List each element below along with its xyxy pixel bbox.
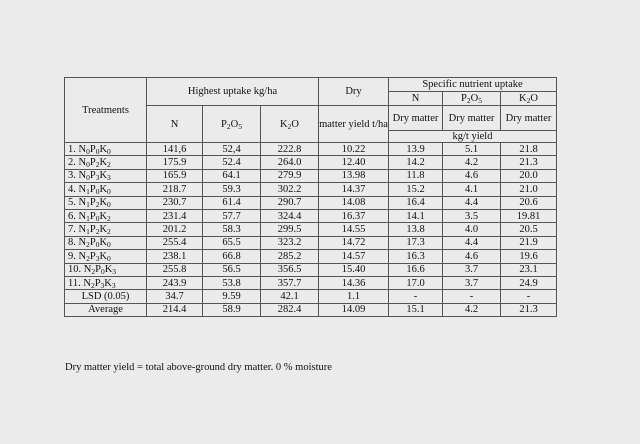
table-cell: 4.2 <box>443 156 501 169</box>
table-row <box>65 276 557 289</box>
table-cell: 323.2 <box>261 236 319 249</box>
table-cell: 21.3 <box>501 303 557 316</box>
table-cell: 356.5 <box>261 263 319 276</box>
table-cell: 230.7 <box>147 196 203 209</box>
table-cell: 222.8 <box>261 143 319 156</box>
table-cell: 14.55 <box>319 223 389 236</box>
table-cell: 21.3 <box>501 156 557 169</box>
table-cell: 14.08 <box>319 196 389 209</box>
treatment-label: 1. $N_0P_0K_0$ <box>65 143 147 156</box>
table-cell: 4.4 <box>443 196 501 209</box>
table-cell: 264.0 <box>261 156 319 169</box>
footnote: Dry matter yield = total above-ground dry matter. 0 % moisture <box>65 362 332 373</box>
table-cell: 4.0 <box>443 223 501 236</box>
table-cell: 34.7 <box>147 290 203 303</box>
table-cell: 52.4 <box>203 156 261 169</box>
n-header: N <box>147 106 203 143</box>
table-cell: 14.36 <box>319 276 389 289</box>
table-cell: 58.3 <box>203 223 261 236</box>
table-cell: 12.40 <box>319 156 389 169</box>
table-cell: 16.4 <box>389 196 443 209</box>
average-row <box>65 303 557 316</box>
table-cell: 324.4 <box>261 209 319 222</box>
table-cell: 66.8 <box>203 250 261 263</box>
table-cell: 201.2 <box>147 223 203 236</box>
table-cell: 21.8 <box>501 143 557 156</box>
table-cell: 231.4 <box>147 209 203 222</box>
table-cell: 21.9 <box>501 236 557 249</box>
table-cell: 4.6 <box>443 169 501 182</box>
table-cell: 3.5 <box>443 209 501 222</box>
table-cell: 290.7 <box>261 196 319 209</box>
table-cell: 17.3 <box>389 236 443 249</box>
treatment-label: 11. $N_2P_3K_3$ <box>65 276 147 289</box>
table-cell: 279.9 <box>261 169 319 182</box>
table-cell: 214.4 <box>147 303 203 316</box>
table-cell: 238.1 <box>147 250 203 263</box>
table-cell: 14.09 <box>319 303 389 316</box>
table-cell: 15.40 <box>319 263 389 276</box>
lsd-row <box>65 290 557 303</box>
table-cell: 23.1 <box>501 263 557 276</box>
table-cell: 13.98 <box>319 169 389 182</box>
table-cell: - <box>501 290 557 303</box>
table-cell: 302.2 <box>261 183 319 196</box>
specific-n-header: N <box>389 92 443 106</box>
table-cell: 15.1 <box>389 303 443 316</box>
table-cell: 64.1 <box>203 169 261 182</box>
table-cell: 13.8 <box>389 223 443 236</box>
table-cell: 299.5 <box>261 223 319 236</box>
table-cell: 20.5 <box>501 223 557 236</box>
table-cell: 15.2 <box>389 183 443 196</box>
table-cell: 58.9 <box>203 303 261 316</box>
table-row <box>65 250 557 263</box>
table-cell: 357.7 <box>261 276 319 289</box>
table-cell: 24.9 <box>501 276 557 289</box>
table-row <box>65 223 557 236</box>
specific-k-header: $K_2O$ <box>501 92 557 106</box>
table-cell: 14.1 <box>389 209 443 222</box>
table-cell: 141,6 <box>147 143 203 156</box>
dry-header: Dry <box>319 78 389 106</box>
specific-uptake-header: Specific nutrient uptake <box>389 78 557 92</box>
nutrient-uptake-table <box>64 77 557 317</box>
treatment-label: 10. $N_2P_0K_3$ <box>65 263 147 276</box>
table-cell: 165.9 <box>147 169 203 182</box>
table-cell: 14.72 <box>319 236 389 249</box>
table-row <box>65 183 557 196</box>
table-cell: - <box>389 290 443 303</box>
table-cell: 14.57 <box>319 250 389 263</box>
table-cell: 4.6 <box>443 250 501 263</box>
table-cell: 19.6 <box>501 250 557 263</box>
lsd-label: LSD (0.05) <box>65 290 147 303</box>
treatment-label: 9. $N_2P_3K_0$ <box>65 250 147 263</box>
table-cell: 14.2 <box>389 156 443 169</box>
k2o-header: $K_2O$ <box>261 106 319 143</box>
table-cell: 20.6 <box>501 196 557 209</box>
table-cell: 11.8 <box>389 169 443 182</box>
dry-matter-n-header: Dry matter <box>389 106 443 131</box>
table-cell: 5.1 <box>443 143 501 156</box>
treatment-label: 6. $N_1P_0K_2$ <box>65 209 147 222</box>
average-label: Average <box>65 303 147 316</box>
table-cell: - <box>443 290 501 303</box>
table-row <box>65 236 557 249</box>
table-row <box>65 263 557 276</box>
table-cell: 9.59 <box>203 290 261 303</box>
p2o5-header: $P_2O_5$ <box>203 106 261 143</box>
table-cell: 59.3 <box>203 183 261 196</box>
table-row <box>65 143 557 156</box>
treatment-label: 4. $N_1P_0K_0$ <box>65 183 147 196</box>
treatments-header: Treatments <box>65 78 147 143</box>
table-cell: 243.9 <box>147 276 203 289</box>
unit-header: kg/t yield <box>389 131 557 143</box>
table-cell: 14.37 <box>319 183 389 196</box>
table-cell: 20.0 <box>501 169 557 182</box>
table-cell: 16.37 <box>319 209 389 222</box>
table-cell: 1.1 <box>319 290 389 303</box>
dry-matter-k-header: Dry matter <box>501 106 557 131</box>
table-cell: 52,4 <box>203 143 261 156</box>
table-cell: 10.22 <box>319 143 389 156</box>
table-cell: 4.4 <box>443 236 501 249</box>
table-cell: 175.9 <box>147 156 203 169</box>
table-cell: 3.7 <box>443 276 501 289</box>
table-cell: 255.4 <box>147 236 203 249</box>
table-cell: 16.6 <box>389 263 443 276</box>
table-cell: 53.8 <box>203 276 261 289</box>
table-row <box>65 196 557 209</box>
dry-matter-yield-header: matter yield t/ha <box>319 106 389 143</box>
treatment-label: 7. $N_1P_2K_2$ <box>65 223 147 236</box>
table-cell: 3.7 <box>443 263 501 276</box>
highest-uptake-header: Highest uptake kg/ha <box>147 78 319 106</box>
treatment-label: 3. $N_0P_3K_3$ <box>65 169 147 182</box>
table-cell: 65.5 <box>203 236 261 249</box>
table-row <box>65 169 557 182</box>
table-cell: 218.7 <box>147 183 203 196</box>
table-cell: 13.9 <box>389 143 443 156</box>
table-cell: 61.4 <box>203 196 261 209</box>
table-cell: 19.81 <box>501 209 557 222</box>
treatment-label: 5. $N_1P_2K_0$ <box>65 196 147 209</box>
table-cell: 4.1 <box>443 183 501 196</box>
table-cell: 285.2 <box>261 250 319 263</box>
table-cell: 282.4 <box>261 303 319 316</box>
table-cell: 16.3 <box>389 250 443 263</box>
table-cell: 57.7 <box>203 209 261 222</box>
treatment-label: 8. $N_2P_0K_0$ <box>65 236 147 249</box>
table-row <box>65 209 557 222</box>
table-cell: 42.1 <box>261 290 319 303</box>
dry-matter-p-header: Dry matter <box>443 106 501 131</box>
table-cell: 4.2 <box>443 303 501 316</box>
table-cell: 255.8 <box>147 263 203 276</box>
treatment-label: 2. $N_0P_2K_2$ <box>65 156 147 169</box>
table-row <box>65 156 557 169</box>
specific-p-header: $P_2O_5$ <box>443 92 501 106</box>
table-cell: 56.5 <box>203 263 261 276</box>
table-cell: 21.0 <box>501 183 557 196</box>
table-cell: 17.0 <box>389 276 443 289</box>
